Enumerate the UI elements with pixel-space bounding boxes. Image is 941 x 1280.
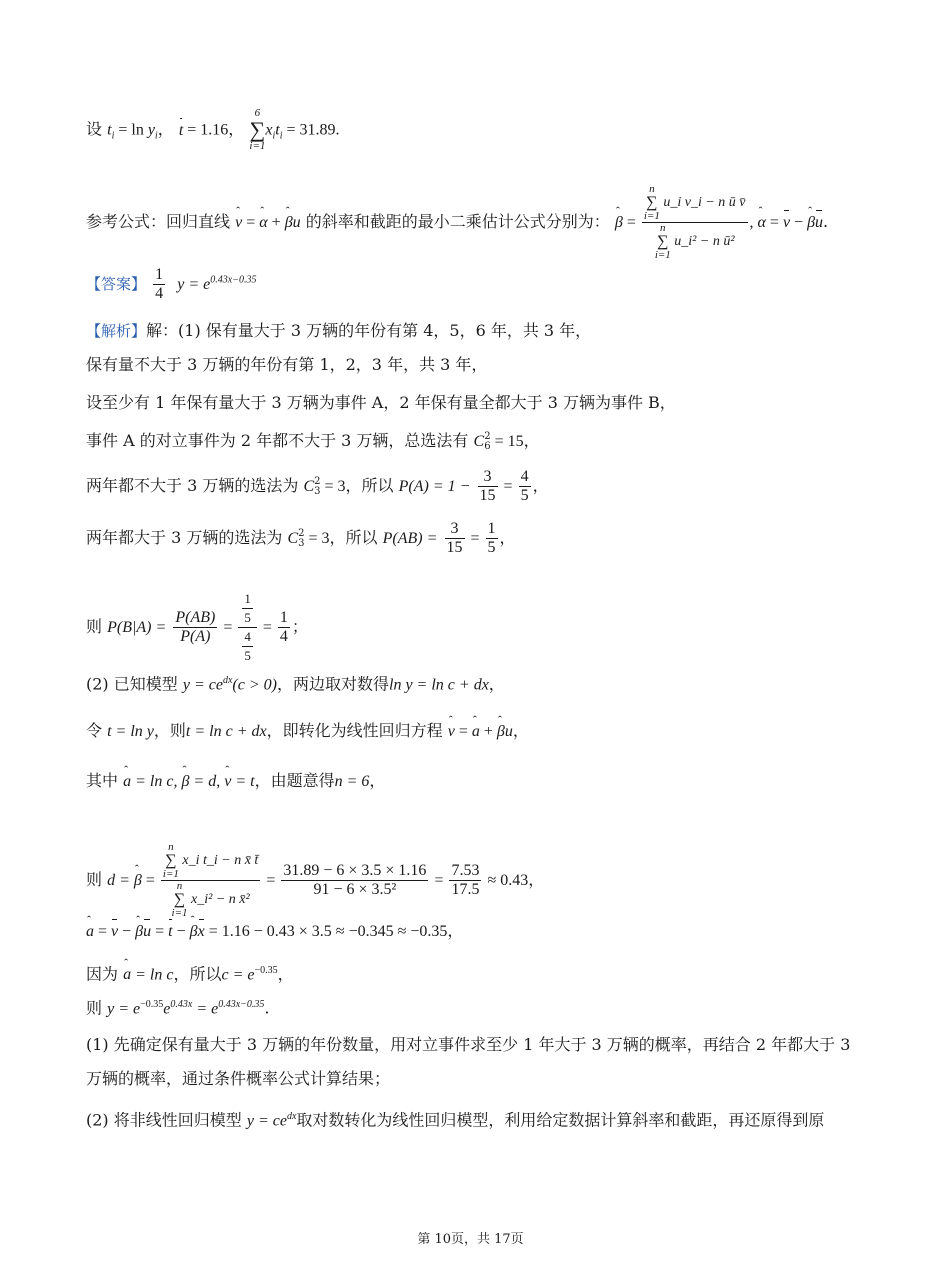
fraction-denominator: 15	[479, 487, 496, 504]
fraction	[281, 862, 428, 899]
math: ln y = ln c + dx	[389, 676, 489, 694]
math: ˆ β	[181, 771, 189, 793]
fraction-numerator: 1	[242, 590, 253, 609]
math: ˆ a	[472, 721, 480, 743]
text: 取对数转化为线性回归模型，利用给定数据计算斜率和截距，再还原得到原	[296, 1110, 825, 1130]
math: = 1.16 − 0.43 × 3.5 ≈ −0.345 ≈ −0.35	[204, 923, 448, 940]
math: =	[262, 872, 280, 889]
analysis-tag: 【解析】	[86, 322, 147, 340]
text: ，即转化为线性回归方程	[266, 721, 443, 740]
math: P(A) = 1 −	[398, 478, 471, 495]
fraction-numerator: 7.53	[451, 862, 480, 879]
sum-bottom: i=1	[162, 868, 179, 880]
math: u	[143, 921, 151, 943]
math: =	[219, 619, 237, 636]
summation	[172, 881, 188, 919]
fraction	[519, 468, 531, 505]
math: =	[141, 872, 159, 889]
math: +	[267, 214, 285, 231]
text: 的斜率和截距的最小二乘估计公式分别为：	[305, 212, 610, 231]
math: u	[292, 214, 301, 231]
fraction-denominator	[161, 881, 260, 919]
solution-line-11	[86, 842, 544, 919]
text: ，	[532, 476, 549, 495]
math: ˆ β	[135, 921, 143, 943]
solution-line-10	[86, 770, 385, 793]
fraction	[486, 520, 498, 557]
math: P(AB) =	[382, 530, 438, 547]
math: ˆ α	[259, 212, 267, 234]
fraction-numerator: P(AB)	[175, 609, 216, 626]
text: 两年都不大于 3 万辆的选法为	[86, 476, 299, 495]
text: (1) 先确定保有量大于 3 万辆的年份数量，用对立事件求至少 1 年大于 3 万辆的概率，再结合 2 年都大于 3	[86, 1035, 851, 1054]
text: ，所以	[329, 528, 378, 547]
sigma-icon: ∑	[249, 117, 266, 142]
sum-bottom: i=1	[171, 907, 188, 919]
summation	[163, 842, 179, 880]
page-footer: 第 10页，共 17页	[417, 1232, 524, 1247]
sum-top: n	[660, 222, 666, 234]
fraction-denominator: 4	[155, 285, 164, 302]
math: C	[303, 478, 315, 495]
fraction-denominator: 15	[446, 539, 463, 556]
math: −0.35	[140, 999, 164, 1010]
sum-bottom: i=1	[249, 140, 266, 152]
math: =	[466, 530, 484, 547]
sum-bottom: i=1	[654, 249, 671, 261]
math: i	[279, 130, 283, 142]
math: i	[272, 130, 276, 142]
math: ≈ 0.43	[483, 872, 529, 889]
fraction-denominator: 5	[520, 487, 529, 504]
math: v	[111, 921, 118, 943]
solution-line-5	[86, 468, 549, 505]
math: =	[94, 923, 112, 940]
text: 事件 A 的对立事件为 2 年都不大于 3 万辆，总选法有	[86, 431, 469, 450]
math: =	[430, 872, 448, 889]
text: .	[264, 998, 270, 1018]
text: ，	[228, 119, 245, 139]
solution-line-14	[86, 994, 270, 1020]
math: x	[198, 921, 205, 943]
summation	[249, 108, 265, 152]
fraction-denominator: 17.5	[451, 881, 480, 898]
text: ；	[291, 617, 308, 636]
fraction	[449, 862, 481, 899]
text: 因为	[86, 964, 119, 984]
math: x	[265, 121, 273, 139]
math: v	[783, 212, 790, 234]
summation	[644, 184, 660, 222]
math: t	[179, 120, 183, 142]
math: =	[499, 478, 517, 495]
answer-line	[86, 266, 256, 303]
math: = ln c	[131, 966, 174, 984]
solution-line-1	[86, 320, 591, 342]
text: ，	[488, 674, 505, 694]
fraction-numerator: 1	[487, 520, 496, 537]
math: ˆ β	[807, 212, 815, 234]
text: 解：(1) 保有量大于 3 万辆的年份有第 4，5，6 年，共 3 年，	[146, 321, 592, 340]
fraction-denominator	[642, 223, 748, 261]
math: u_i² − n ū²	[674, 234, 735, 250]
math: =	[765, 214, 783, 231]
math: C	[473, 433, 485, 450]
math: ,	[749, 214, 758, 231]
math: −	[172, 923, 190, 940]
math: ˆ α	[758, 212, 766, 234]
sigma-icon: ∑	[173, 891, 186, 908]
math: = 3	[304, 530, 330, 547]
math: ˆ a	[86, 921, 94, 943]
fraction-denominator	[238, 628, 257, 665]
math: e	[163, 1000, 171, 1018]
fraction-denominator: P(A)	[180, 628, 211, 645]
sub: 6	[484, 440, 491, 452]
fraction-denominator: 91 − 6 × 3.5²	[313, 881, 397, 898]
math: = 31.89.	[282, 121, 340, 139]
text: 参考公式：回归直线	[86, 212, 231, 231]
text: 设至少有 1 年保有量大于 3 万辆为事件 A，2 年保有量全都大于 3 万辆为事件 B，	[86, 393, 676, 412]
math: = ln c,	[131, 773, 182, 790]
sigma-icon: ∑	[646, 194, 658, 211]
fraction	[478, 468, 498, 505]
math: =	[242, 214, 260, 231]
sup: 2	[298, 527, 305, 539]
given-line	[86, 108, 340, 152]
solution-line-7	[86, 590, 308, 665]
fraction-numerator	[642, 184, 748, 223]
text: ，	[512, 721, 529, 740]
fraction-numerator: 3	[445, 520, 465, 539]
math: ˆ β	[615, 212, 623, 234]
math: c = e	[221, 966, 255, 984]
sum-top: n	[649, 183, 655, 195]
fraction	[173, 609, 217, 646]
solution-line-3	[86, 392, 676, 414]
math: = d,	[189, 773, 225, 790]
text: ，两边取对数得	[276, 674, 389, 694]
solution-line-9	[86, 720, 529, 743]
fraction-denominator: 5	[244, 610, 251, 625]
math: t = ln c + dx	[185, 723, 267, 740]
summation	[655, 223, 671, 261]
fraction-numerator: 1	[279, 609, 288, 626]
reference-formula	[86, 184, 828, 261]
fraction-numerator: 4	[520, 468, 529, 485]
text: ，由题意得	[254, 771, 335, 790]
solution-line-12	[86, 920, 463, 943]
summary-line-2	[86, 1068, 390, 1090]
math: = 3	[320, 478, 346, 495]
math: y = e	[107, 1000, 141, 1018]
math: +	[479, 723, 497, 740]
math: = 1.16	[183, 121, 229, 139]
math: x_i t_i − n x̄ t̄	[182, 853, 259, 869]
math: i	[111, 130, 115, 142]
solution-line-6	[86, 520, 516, 557]
math: ˆ β	[190, 921, 198, 943]
fraction	[445, 520, 465, 557]
compound-fraction	[238, 590, 257, 665]
math: y = ce	[182, 676, 223, 694]
math: ˆ v	[448, 721, 455, 743]
sup: 2	[484, 430, 491, 442]
fraction-numerator: 1	[155, 266, 164, 283]
math: i	[154, 130, 158, 142]
math: 0.43x−0.35	[218, 999, 265, 1010]
sub: 3	[314, 485, 321, 497]
text: ，	[499, 528, 516, 547]
answer-fraction	[153, 266, 165, 303]
solution-line-13	[86, 960, 294, 986]
solution-line-8	[86, 670, 505, 696]
math: d =	[107, 872, 134, 889]
text: 则	[86, 870, 103, 889]
text: 两年都大于 3 万辆的选法为	[86, 528, 283, 547]
text: ，则	[153, 721, 186, 740]
sum-bottom: i=1	[643, 210, 660, 222]
sum-top: n	[176, 880, 183, 892]
math: −	[790, 214, 808, 231]
math: P(B|A) =	[107, 619, 167, 636]
fraction-denominator: 4	[279, 628, 288, 645]
text: 则	[86, 998, 103, 1018]
slope-fraction	[161, 842, 260, 919]
sub: 3	[298, 537, 305, 549]
math: = t	[231, 773, 255, 790]
math: C	[287, 530, 299, 547]
fraction-denominator: 5	[244, 648, 251, 663]
math: ˆ a	[123, 771, 131, 793]
math: ˆ v	[224, 771, 231, 793]
text: 其中	[86, 771, 119, 790]
math: ˆ β	[134, 870, 142, 892]
slope-fraction	[642, 184, 748, 261]
math: u_i v_i − n ū v̄	[663, 195, 746, 211]
solution-line-2	[86, 354, 487, 376]
summary-line-3	[86, 1106, 824, 1132]
text: ，所以	[345, 476, 394, 495]
solution-line-4	[86, 430, 540, 453]
math: y = ce	[246, 1112, 287, 1130]
math: =	[258, 619, 276, 636]
math: (c > 0)	[232, 676, 277, 694]
fraction-numerator	[161, 842, 260, 881]
math: ˆ β	[497, 721, 505, 743]
sup: 2	[314, 475, 321, 487]
fraction-numerator: 3	[478, 468, 498, 487]
sum-top: n	[168, 841, 174, 853]
math: = e	[192, 1000, 219, 1018]
math: = 15	[490, 433, 524, 450]
text: (2) 将非线性回归模型	[86, 1110, 242, 1130]
text: 则	[86, 617, 103, 636]
math: = ln	[114, 121, 148, 139]
text: ，所以	[173, 964, 222, 984]
fraction	[242, 628, 253, 665]
math: ˆ β	[285, 212, 293, 234]
math: 0.43x	[170, 999, 193, 1010]
math: ˆ v	[235, 212, 242, 234]
fraction-numerator: 4	[242, 628, 253, 647]
fraction-denominator: 5	[487, 539, 496, 556]
math: x_i² − n x̄²	[191, 892, 250, 908]
math: dx	[286, 1111, 297, 1122]
math: =	[151, 923, 169, 940]
text: ，	[277, 964, 294, 984]
math: u	[815, 212, 823, 234]
text: 保有量不大于 3 万辆的年份有第 1，2，3 年，共 3 年，	[86, 355, 488, 374]
text: ，	[528, 870, 545, 889]
text: ，	[523, 431, 540, 450]
text: .	[823, 212, 829, 231]
text: 万辆的概率，通过条件概率公式计算结果；	[86, 1069, 391, 1088]
math: y = e	[177, 276, 211, 293]
math: −	[118, 923, 136, 940]
summary-line-1	[86, 1034, 850, 1056]
sigma-icon: ∑	[165, 852, 177, 869]
text: 令	[86, 721, 103, 740]
fraction-numerator	[238, 590, 257, 628]
math: =	[454, 723, 472, 740]
sigma-icon: ∑	[657, 233, 669, 250]
math: =	[622, 214, 640, 231]
math: ˆ a	[123, 964, 131, 986]
math: n = 6	[334, 773, 370, 790]
answer-tag: 【答案】	[86, 275, 147, 293]
math: t = ln y	[107, 723, 154, 740]
text: ，	[447, 921, 464, 940]
math: t	[168, 921, 172, 943]
math: t	[107, 121, 112, 139]
text: 设	[86, 119, 103, 139]
sum-top: 6	[254, 107, 261, 119]
math: −0.35	[254, 965, 278, 976]
fraction-numerator: 31.89 − 6 × 3.5 × 1.16	[283, 862, 427, 879]
math: dx	[222, 675, 233, 686]
math: y	[147, 121, 155, 139]
fraction	[278, 609, 290, 646]
text: (2) 已知模型	[86, 674, 178, 694]
math: 0.43x−0.35	[210, 274, 257, 286]
text: ，	[157, 119, 174, 139]
fraction	[242, 590, 253, 627]
math: u	[504, 723, 513, 740]
math: t	[275, 121, 280, 139]
text: ，	[369, 771, 386, 790]
